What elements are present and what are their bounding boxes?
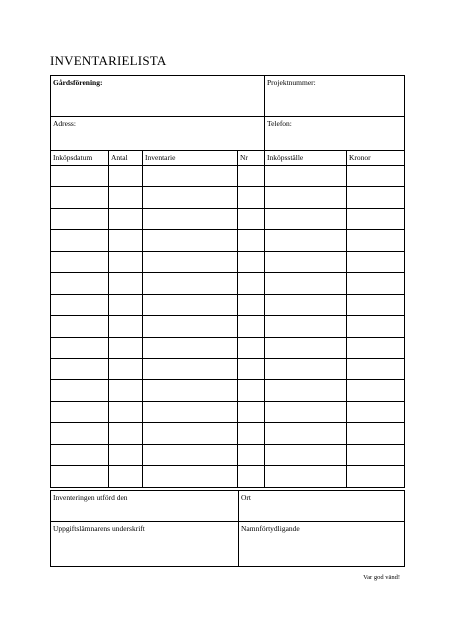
place-label: Ort <box>241 493 251 502</box>
cell-value <box>109 423 142 426</box>
cell-value <box>347 359 404 362</box>
table-cell[interactable] <box>109 358 143 379</box>
table-cell[interactable] <box>109 294 143 315</box>
cell-value <box>265 209 346 212</box>
table-cell[interactable] <box>109 251 143 272</box>
cell-value <box>238 316 264 319</box>
table-cell[interactable] <box>51 187 109 208</box>
header-row-address <box>51 117 405 151</box>
table-cell[interactable] <box>238 380 265 401</box>
table-row <box>51 166 405 187</box>
signature-row <box>51 522 405 567</box>
table-row <box>51 337 405 358</box>
project-number-field[interactable] <box>265 76 405 117</box>
table-cell[interactable] <box>347 251 405 272</box>
column-header-label: Inköpsdatum <box>53 153 93 162</box>
inventory-form <box>50 75 405 488</box>
cell-value <box>347 187 404 190</box>
table-cell[interactable] <box>51 466 109 487</box>
cell-value <box>238 466 264 469</box>
table-cell[interactable] <box>51 230 109 251</box>
table-cell[interactable] <box>51 444 109 465</box>
cell-value <box>238 423 264 426</box>
table-cell[interactable] <box>109 208 143 229</box>
cell-value <box>51 295 108 298</box>
cell-value <box>109 402 142 405</box>
cell-value <box>51 338 108 341</box>
column-header <box>51 151 109 166</box>
cell-value <box>347 380 404 383</box>
inventory-done-field[interactable] <box>51 491 239 522</box>
table-cell[interactable] <box>51 401 109 422</box>
cell-value <box>143 316 237 319</box>
table-cell[interactable] <box>51 251 109 272</box>
table-row <box>51 316 405 337</box>
name-clarification-label: Namnförtydligande <box>241 524 300 533</box>
table-cell[interactable] <box>347 187 405 208</box>
table-cell[interactable] <box>347 273 405 294</box>
cell-value <box>265 273 346 276</box>
association-field[interactable] <box>51 76 265 117</box>
cell-value <box>109 380 142 383</box>
table-cell[interactable] <box>265 358 347 379</box>
table-cell[interactable] <box>109 423 143 444</box>
table-cell[interactable] <box>143 166 238 187</box>
cell-value <box>143 466 237 469</box>
table-cell[interactable] <box>109 166 143 187</box>
table-cell[interactable] <box>265 208 347 229</box>
table-cell[interactable] <box>347 423 405 444</box>
table-cell[interactable] <box>143 230 238 251</box>
address-field[interactable] <box>51 117 265 151</box>
cell-value <box>51 445 108 448</box>
signature-label: Uppgiftslämnarens underskrift <box>53 524 145 533</box>
table-cell[interactable] <box>51 423 109 444</box>
table-cell[interactable] <box>143 444 238 465</box>
inventory-date-row <box>51 491 405 522</box>
cell-value <box>238 252 264 255</box>
table-cell[interactable] <box>347 358 405 379</box>
table-cell[interactable] <box>265 466 347 487</box>
inventory-done-label: Inventeringen utförd den <box>53 493 128 502</box>
cell-value <box>109 209 142 212</box>
table-cell[interactable] <box>265 251 347 272</box>
table-cell[interactable] <box>238 166 265 187</box>
cell-value <box>109 445 142 448</box>
cell-value <box>265 316 346 319</box>
cell-value <box>51 316 108 319</box>
cell-value <box>238 273 264 276</box>
cell-value <box>51 187 108 190</box>
table-cell[interactable] <box>265 230 347 251</box>
cell-value <box>109 273 142 276</box>
cell-value <box>238 187 264 190</box>
table-cell[interactable] <box>143 273 238 294</box>
table-cell[interactable] <box>265 273 347 294</box>
table-cell[interactable] <box>265 337 347 358</box>
table-cell[interactable] <box>265 316 347 337</box>
table-cell[interactable] <box>143 401 238 422</box>
signature-section <box>50 490 405 567</box>
table-cell[interactable] <box>51 166 109 187</box>
table-row <box>51 273 405 294</box>
cell-value <box>238 209 264 212</box>
cell-value <box>143 338 237 341</box>
table-cell[interactable] <box>109 337 143 358</box>
column-header <box>143 151 238 166</box>
table-row <box>51 208 405 229</box>
cell-value <box>109 295 142 298</box>
cell-value <box>143 273 237 276</box>
table-row <box>51 401 405 422</box>
cell-value <box>51 209 108 212</box>
table-cell[interactable] <box>238 273 265 294</box>
cell-value <box>143 423 237 426</box>
cell-value <box>238 359 264 362</box>
cell-value <box>265 466 346 469</box>
cell-value <box>347 466 404 469</box>
table-cell[interactable] <box>238 230 265 251</box>
phone-label: Telefon: <box>267 119 292 128</box>
table-cell[interactable] <box>143 316 238 337</box>
table-cell[interactable] <box>347 294 405 315</box>
table-cell[interactable] <box>143 251 238 272</box>
table-cell[interactable] <box>109 401 143 422</box>
table-cell[interactable] <box>143 466 238 487</box>
cell-value <box>265 252 346 255</box>
table-row <box>51 251 405 272</box>
cell-value <box>143 380 237 383</box>
please-turn-note: Var god vänd! <box>363 574 400 581</box>
column-header <box>238 151 265 166</box>
page-title: INVENTARIELISTA <box>50 53 167 68</box>
table-cell[interactable] <box>143 208 238 229</box>
project-number-label: Projektnummer: <box>267 78 316 87</box>
column-header-label: Inköpsställe <box>267 153 304 162</box>
table-cell[interactable] <box>265 187 347 208</box>
cell-value <box>265 166 346 169</box>
column-header-row <box>51 151 405 166</box>
column-header-label: Kronor <box>349 153 371 162</box>
table-cell[interactable] <box>238 401 265 422</box>
cell-value <box>347 338 404 341</box>
cell-value <box>109 252 142 255</box>
table-cell[interactable] <box>51 380 109 401</box>
cell-value <box>265 402 346 405</box>
cell-value <box>238 230 264 233</box>
cell-value <box>265 380 346 383</box>
table-cell[interactable] <box>265 444 347 465</box>
place-field[interactable] <box>239 491 405 522</box>
table-cell[interactable] <box>347 380 405 401</box>
table-cell[interactable] <box>347 401 405 422</box>
table-cell[interactable] <box>143 423 238 444</box>
table-cell[interactable] <box>347 166 405 187</box>
cell-value <box>51 273 108 276</box>
cell-value <box>143 252 237 255</box>
cell-value <box>238 295 264 298</box>
header-row-association <box>51 76 405 117</box>
table-cell[interactable] <box>265 423 347 444</box>
cell-value <box>109 187 142 190</box>
cell-value <box>51 252 108 255</box>
cell-value <box>51 359 108 362</box>
association-label: Gårdsförening: <box>53 78 103 87</box>
cell-value <box>51 166 108 169</box>
table-cell[interactable] <box>347 230 405 251</box>
cell-value <box>143 295 237 298</box>
column-header-label: Inventarie <box>145 153 176 162</box>
cell-value <box>347 166 404 169</box>
table-cell[interactable] <box>238 444 265 465</box>
table-cell[interactable] <box>109 273 143 294</box>
table-cell[interactable] <box>238 187 265 208</box>
cell-value <box>51 230 108 233</box>
cell-value <box>347 209 404 212</box>
table-cell[interactable] <box>109 187 143 208</box>
cell-value <box>143 445 237 448</box>
column-header <box>265 151 347 166</box>
cell-value <box>51 380 108 383</box>
table-row <box>51 358 405 379</box>
cell-value <box>265 359 346 362</box>
table-cell[interactable] <box>51 294 109 315</box>
table-row <box>51 187 405 208</box>
table-row <box>51 230 405 251</box>
cell-value <box>238 166 264 169</box>
cell-value <box>109 359 142 362</box>
cell-value <box>109 466 142 469</box>
cell-value <box>265 187 346 190</box>
cell-value <box>347 316 404 319</box>
table-cell[interactable] <box>109 444 143 465</box>
phone-field[interactable] <box>265 117 405 151</box>
name-clarification-field[interactable] <box>239 522 405 567</box>
table-cell[interactable] <box>109 380 143 401</box>
cell-value <box>265 445 346 448</box>
table-cell[interactable] <box>238 316 265 337</box>
table-cell[interactable] <box>143 294 238 315</box>
cell-value <box>51 423 108 426</box>
table-cell[interactable] <box>143 187 238 208</box>
table-cell[interactable] <box>51 316 109 337</box>
cell-value <box>109 230 142 233</box>
signature-field[interactable] <box>51 522 239 567</box>
table-cell[interactable] <box>265 401 347 422</box>
cell-value <box>238 445 264 448</box>
cell-value <box>109 166 142 169</box>
cell-value <box>238 402 264 405</box>
table-cell[interactable] <box>238 358 265 379</box>
cell-value <box>109 338 142 341</box>
table-cell[interactable] <box>238 423 265 444</box>
cell-value <box>347 273 404 276</box>
cell-value <box>143 187 237 190</box>
table-cell[interactable] <box>347 337 405 358</box>
cell-value <box>265 230 346 233</box>
table-cell[interactable] <box>347 466 405 487</box>
table-cell[interactable] <box>51 273 109 294</box>
column-header-label: Nr <box>240 153 248 162</box>
table-cell[interactable] <box>109 316 143 337</box>
cell-value <box>347 445 404 448</box>
table-cell[interactable] <box>238 337 265 358</box>
table-cell[interactable] <box>143 337 238 358</box>
cell-value <box>143 209 237 212</box>
table-cell[interactable] <box>265 380 347 401</box>
cell-value <box>265 338 346 341</box>
column-header <box>347 151 405 166</box>
table-cell[interactable] <box>347 316 405 337</box>
cell-value <box>347 295 404 298</box>
cell-value <box>143 402 237 405</box>
table-cell[interactable] <box>143 358 238 379</box>
table-row <box>51 380 405 401</box>
table-cell[interactable] <box>238 251 265 272</box>
table-cell[interactable] <box>238 208 265 229</box>
column-header-label: Antal <box>111 153 128 162</box>
cell-value <box>347 252 404 255</box>
cell-value <box>238 338 264 341</box>
cell-value <box>265 295 346 298</box>
table-row <box>51 444 405 465</box>
table-cell[interactable] <box>347 208 405 229</box>
table-cell[interactable] <box>265 166 347 187</box>
cell-value <box>238 380 264 383</box>
table-row <box>51 423 405 444</box>
cell-value <box>51 402 108 405</box>
table-cell[interactable] <box>109 466 143 487</box>
table-cell[interactable] <box>109 230 143 251</box>
table-cell[interactable] <box>51 358 109 379</box>
table-cell[interactable] <box>238 294 265 315</box>
table-cell[interactable] <box>51 208 109 229</box>
cell-value <box>347 423 404 426</box>
table-cell[interactable] <box>143 380 238 401</box>
cell-value <box>143 359 237 362</box>
cell-value <box>51 466 108 469</box>
table-cell[interactable] <box>265 294 347 315</box>
cell-value <box>347 402 404 405</box>
table-cell[interactable] <box>347 444 405 465</box>
table-row <box>51 294 405 315</box>
table-cell[interactable] <box>51 337 109 358</box>
table-row <box>51 466 405 487</box>
address-label: Adress: <box>53 119 76 128</box>
cell-value <box>143 166 237 169</box>
cell-value <box>143 230 237 233</box>
cell-value <box>347 230 404 233</box>
column-header <box>109 151 143 166</box>
cell-value <box>109 316 142 319</box>
table-cell[interactable] <box>238 466 265 487</box>
cell-value <box>265 423 346 426</box>
